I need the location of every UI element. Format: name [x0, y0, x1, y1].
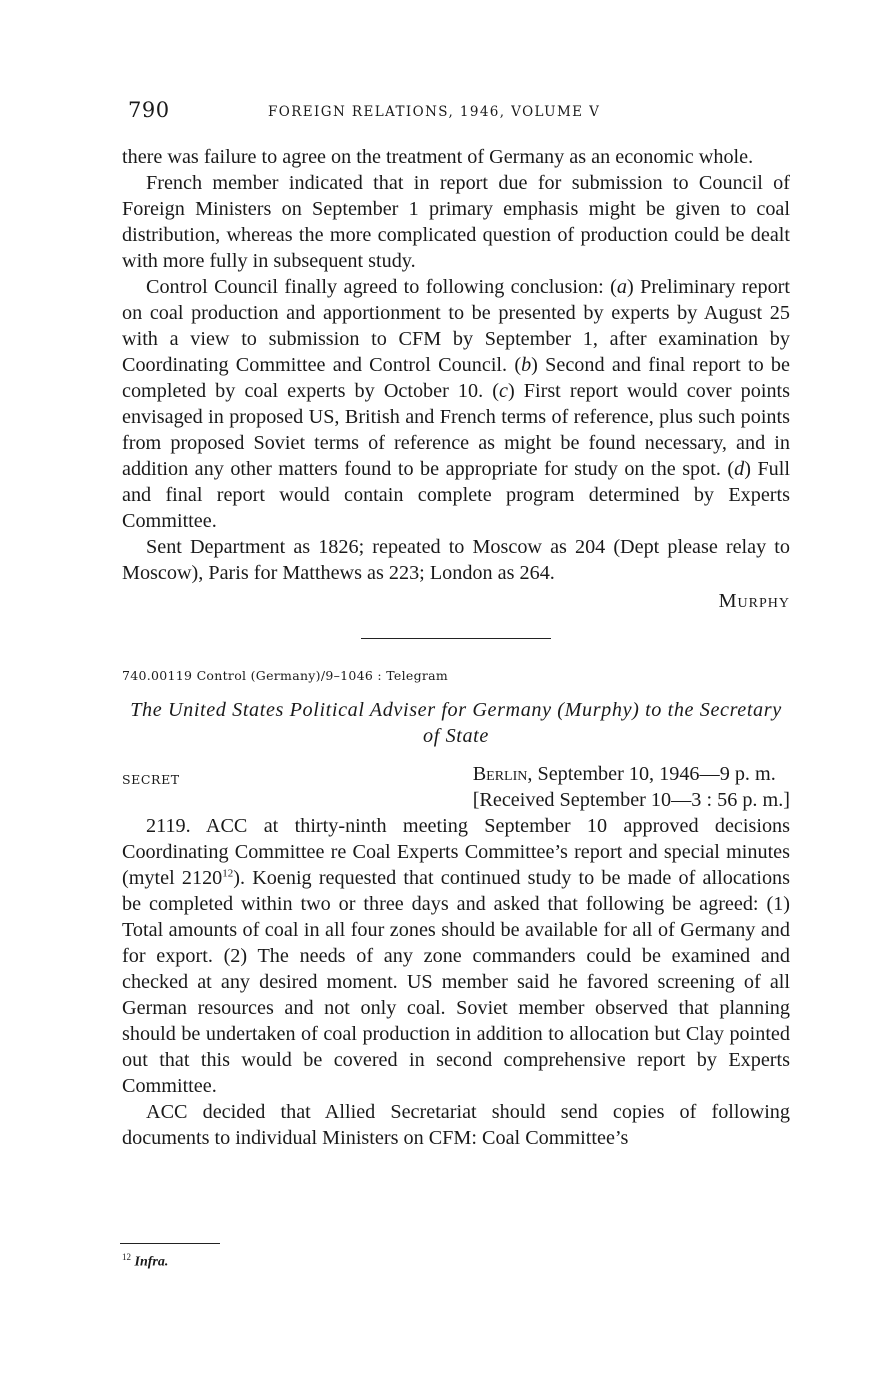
file-reference: 740.00119 Control (Germany)/9–1046 : Telegram	[122, 668, 449, 683]
date-block	[473, 761, 790, 813]
footnote	[122, 1252, 168, 1271]
footnote-reference: 12	[222, 867, 234, 880]
paragraph: Sent Department as 1826; repeated to Moscow as 204 (Dept please relay to Moscow), Paris for Matthews as 223; London as 264.	[122, 536, 790, 584]
item-letter: c	[498, 380, 508, 402]
item-letter: b	[521, 354, 532, 376]
paragraph: there was failure to agree on the treatment of Germany as an economic whole.	[122, 146, 754, 168]
item-letter: a	[616, 276, 627, 298]
document-title: The United States Political Adviser for Germany (Murphy) to the Secretary of State	[130, 699, 782, 747]
page-number: 790	[128, 98, 170, 122]
section-divider	[361, 638, 551, 639]
place: Berlin	[472, 763, 528, 785]
received-line: [Received September 10—3 : 56 p. m.]	[472, 789, 790, 811]
footnote-text: Infra.	[134, 1254, 169, 1270]
footnote-rule	[120, 1243, 220, 1244]
page-header	[128, 98, 792, 132]
text-run: 2119. ACC at thirty-ninth meeting September 10 approved decisions Coordinating Committee re Coal Experts Committee’s report and special minutes (mytel 2120	[122, 815, 790, 889]
signature: Murphy	[718, 590, 790, 612]
text-run: ) Preliminary report on coal production and apportionment to be presented by experts by August 25 with a view to submission to CFM by September 1, after examination by Coordinating Committee and Control Council. (	[122, 276, 790, 376]
date-line	[473, 761, 790, 787]
page-body	[122, 144, 790, 1151]
paragraph: French member indicated that in report due for submission to Council of Foreign Ministers on September 1 primary emphasis might be given to coal distribution, whereas the more complicated question of production could be dealt with more fully in subsequent study.	[122, 172, 790, 272]
paragraph	[122, 813, 790, 1099]
dateline	[122, 761, 790, 813]
text-run: ) Second and final report to be completed by coal experts by October 10. (	[122, 354, 790, 402]
date: , September 10, 1946—9 p. m.	[527, 763, 776, 785]
text-run: ) Full and final report would contain complete program determined by Experts Committee.	[122, 458, 790, 532]
classification: SECRET	[122, 772, 180, 787]
paragraph: ACC decided that Allied Secretariat should send copies of following documents to individual Ministers on CFM: Coal Committee’s	[122, 1101, 790, 1149]
running-title: FOREIGN RELATIONS, 1946, VOLUME V	[268, 104, 601, 120]
paragraph	[122, 274, 790, 534]
text-run: ) First report would cover points envisaged in proposed US, British and French terms of reference, plus such points from proposed Soviet terms of reference as might be found necessary, and in addition any other matters found to be appropriate for study on the spot. (	[122, 380, 790, 480]
text-run: ). Koenig requested that continued study to be made of allocations be completed within two or three days and asked that following be agreed: (1) Total amounts of coal in all four zones should be available for all of Germany and for export. (2) The needs of any zone commanders could be examined and checked at any desired moment. US member said he favored screening of all German resources and not only coal. Soviet member observed that planning should be undertaken of coal production in addition to allocation but Clay pointed out that this would be covered in second comprehensive report by Experts Committee.	[122, 867, 790, 1097]
text-run: Control Council finally agreed to following conclusion: (	[146, 276, 617, 298]
footnote-mark: 12	[122, 1252, 131, 1262]
item-letter: d	[734, 458, 745, 480]
